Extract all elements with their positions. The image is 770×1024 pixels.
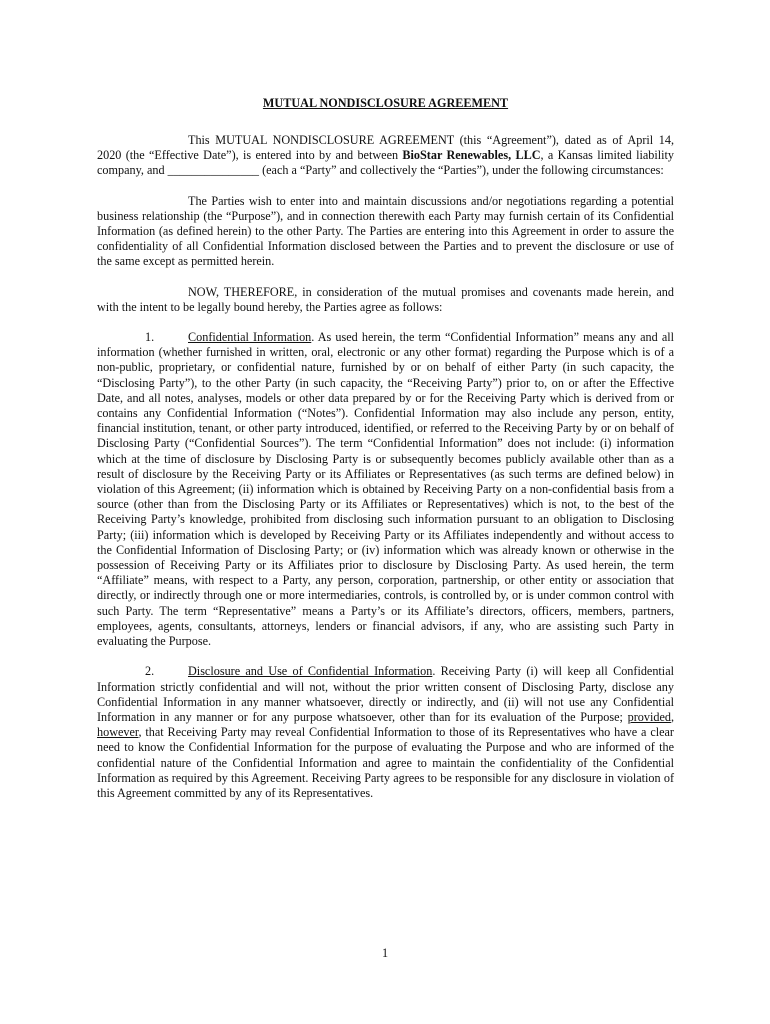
company-name: BioStar Renewables, LLC <box>402 148 541 163</box>
section-1-body: . As used herein, the term “Confidential Information” means any and all information (whether furnished in written, oral, electronic or any other format) regarding the Purpose which is of a non-public, proprietary, or confidential nature, furnished by or on behalf of either Party (in such capacity, the “Disclosing Party”), to the other Party (in such capacity, the “Receiving Party”) prior to, on or after the Effective Date, and all notes, analyses, models or other data prepared by or for the Receiving Party which is derived from or contains any Confidential Information (“Notes”). Confidential Information may also include any person, entity, financial institution, tenant, or other party introduced, identified, or referred to the Receiving Party by or on behalf of Disclosing Party (“Confidential Sources”). The term “Confidential Information” does not include: (i) information which at the time of disclosure by Disclosing Party is or subsequently becomes publicly available other than as a result of disclosure by the Receiving Party or its Affiliates or Representatives (as such terms are defined below) in violation of this Agreement; (ii) information which is obtained by Receiving Party on a non-confidential basis from a source (other than from the Disclosing Party or its Affiliates or Representatives) which is not, to the best of the Receiving Party’s knowledge, prohibited from disclosing such information pursuant to an obligation to Disclosing Party; (iii) information which is developed by Receiving Party or its Affiliates independently and without access to the Confidential Information of Disclosing Party; or (iv) information which was already known or otherwise in the possession of Receiving Party or its Affiliates prior to disclosure by Disclosing Party. As used herein, the term “Affiliate” means, with respect to a Party, any person, corporation, partnership, or other entity or association that directly, or indirectly through one or more intermediaries, controls, is controlled by, or is under common control with such Party. The term “Representative” means a Party’s or its Affiliate’s directors, officers, members, partners, employees, agents, consultants, attorneys, lenders or financial advisors, if any, who are assisting such Party in evaluating the Purpose. <box>97 330 675 649</box>
intro-text-2: , a Kansas limited liability company, and _______________ (each a “Party” and collectively the “Parties”), under the following circumstances: <box>97 148 674 178</box>
section-1-heading: Confidential Information <box>188 330 312 345</box>
section-2-number: 2. <box>145 664 155 679</box>
provided-term: provided <box>627 709 671 724</box>
now-therefore-paragraph: NOW, THEREFORE, in consideration of the mutual promises and covenants made herein, and with the intent to be legally bound hereby, the Parties agree as follows: <box>97 284 674 314</box>
section-1 <box>97 330 674 649</box>
section-2-heading: Disclosure and Use of Confidential Information <box>188 664 433 679</box>
section-2-body-a: . Receiving Party (i) will keep all Confidential Information strictly confidential and will not, without the prior written consent of Disclosing Party, disclose any Confidential Information in any manner whatsoever, directly or indirectly, and (ii) will not use any Confidential Information in any manner or for any purpose whatsoever, other than for its evaluation of the Purpose; <box>97 664 674 724</box>
document-title: MUTUAL NONDISCLOSURE AGREEMENT <box>262 96 509 110</box>
section-1-number: 1. <box>145 330 155 345</box>
recital-paragraph: The Parties wish to enter into and maintain discussions and/or negotiations regarding a potential business relationship (the “Purpose”), and in connection therewith each Party may furnish certain of its Confidential Information (as defined herein) to the other Party. The Parties are entering into this Agreement in order to assure the confidentiality of all Confidential Information disclosed between the Parties and to prevent the disclosure or use of the same except as permitted herein. <box>97 193 674 269</box>
section-2-body-b: , that Receiving Party may reveal Confidential Information to those of its Representatives who have a clear need to know the Confidential Information for the purpose of evaluating the Purpose and who are informed of the confidential nature of the Confidential Information and agree to maintain the confidentiality of the Confidential Information as required by this Agreement. Receiving Party agrees to be responsible for any disclosure in violation of this Agreement committed by any of its Representatives. <box>97 725 674 800</box>
intro-paragraph <box>97 133 674 179</box>
page-number: 1 <box>381 946 389 960</box>
however-term: however <box>97 725 139 740</box>
intro-text-1: This MUTUAL NONDISCLOSURE AGREEMENT (this “Agreement”), dated as of April 14, 2020 (the “Effective Date”), is entered into by and between <box>97 133 674 163</box>
section-2 <box>97 664 674 801</box>
section-2-comma: , <box>670 709 674 724</box>
